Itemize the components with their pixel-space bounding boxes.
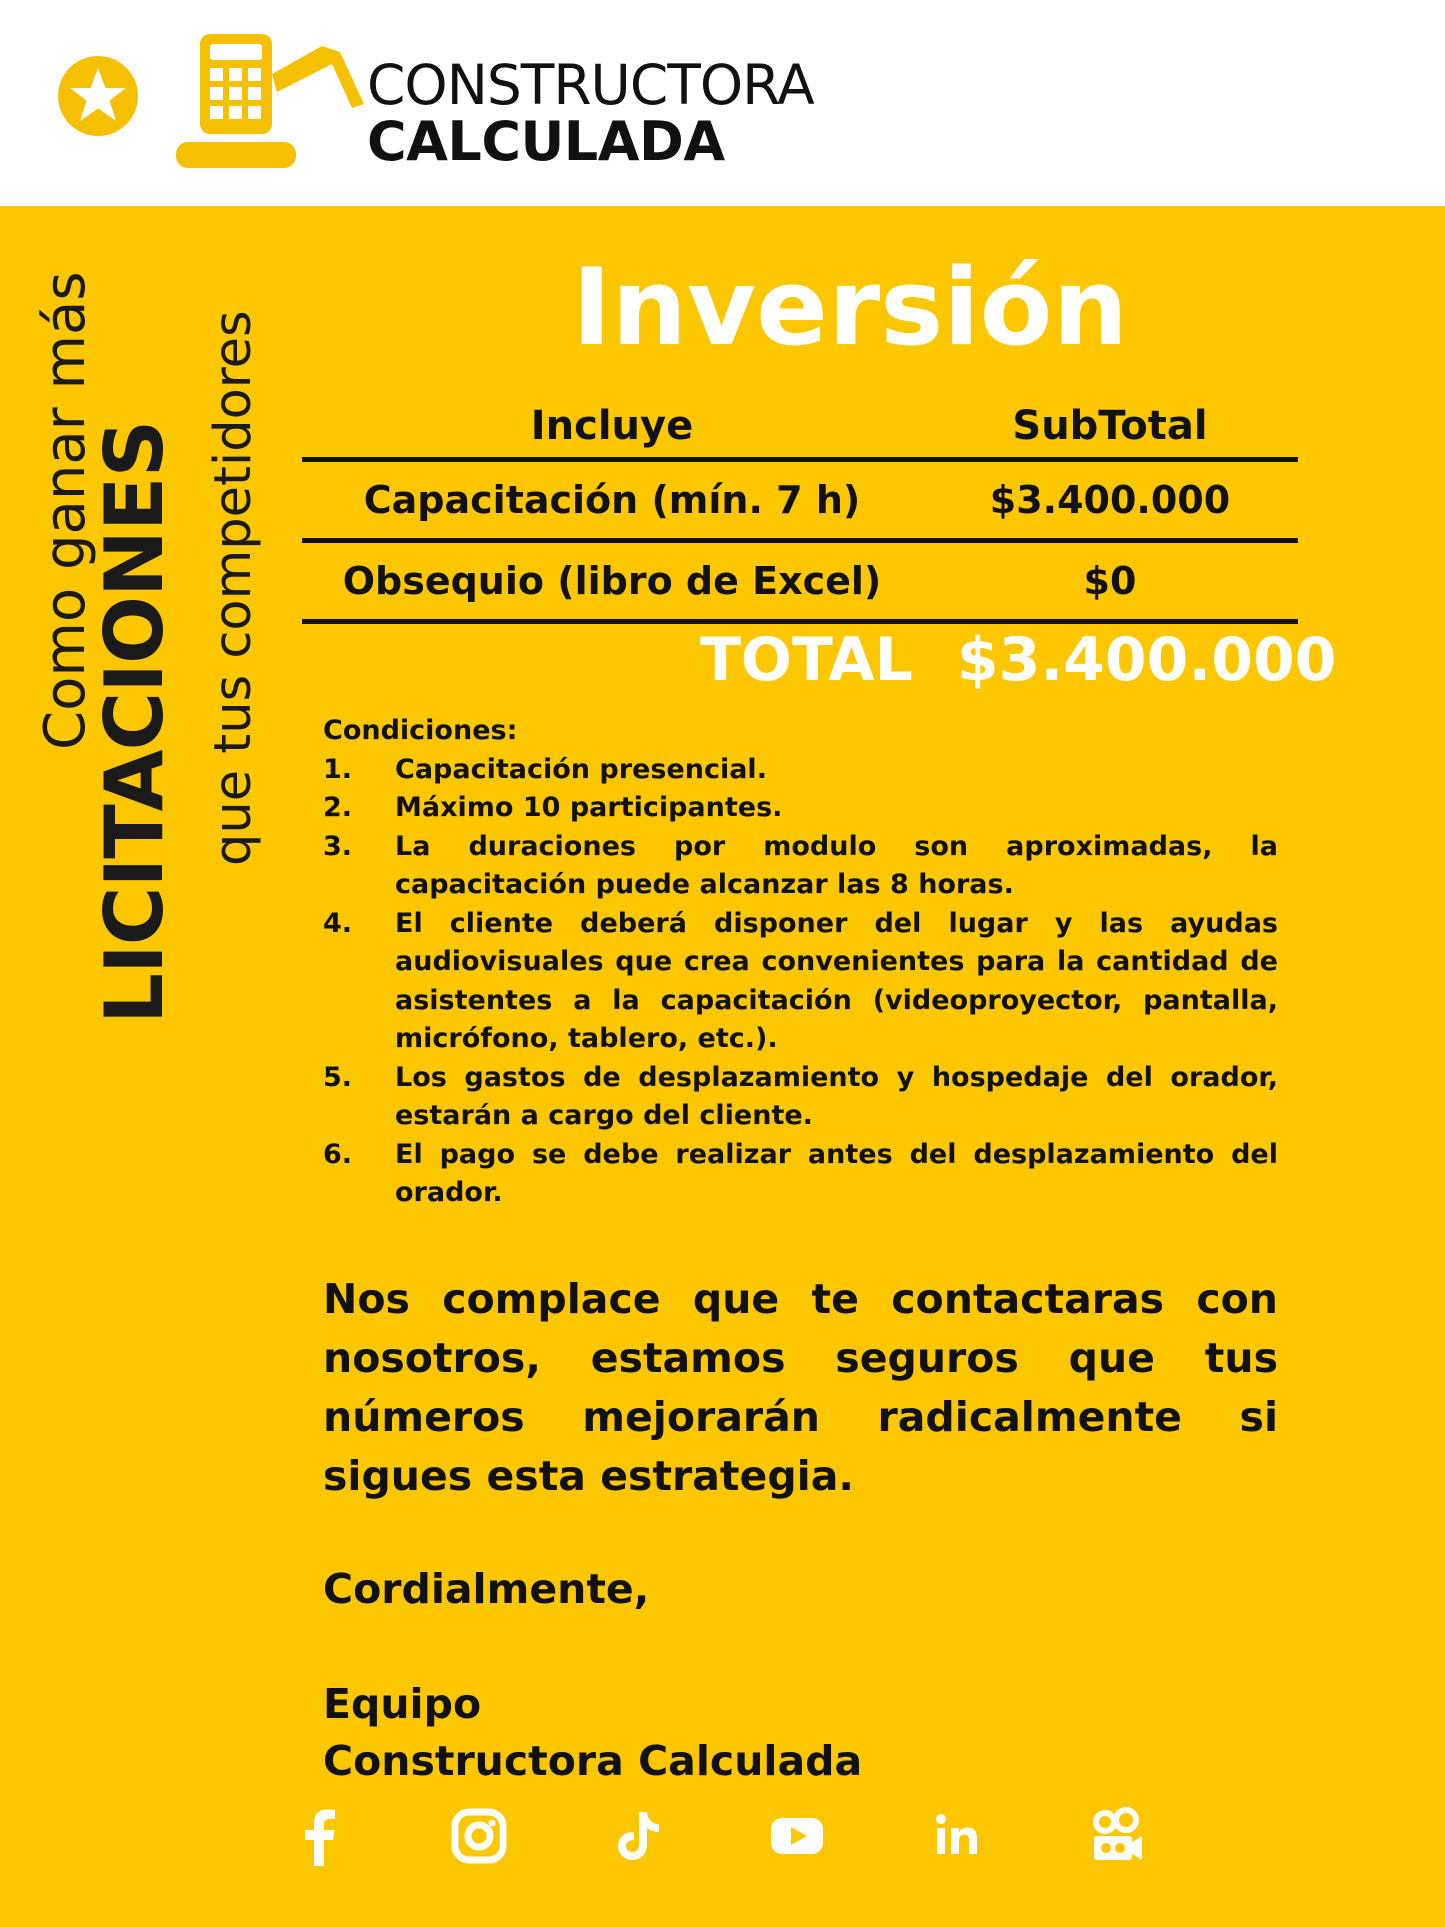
item-text: Los gastos de desplazamiento y hospedaje del orador, estarán a cargo del cliente.	[395, 1061, 1278, 1131]
signature-line1: Equipo	[323, 1680, 482, 1728]
item-text: La duraciones por modulo son aproximadas, la capacitación puede alcanzar las 8 horas.	[395, 830, 1278, 900]
brand-line1: CONSTRUCTORA	[367, 53, 814, 117]
row-subtotal: $3.400.000	[989, 478, 1231, 522]
item-number: 1.	[323, 753, 353, 785]
conditions	[323, 712, 1278, 1213]
instagram-icon[interactable]	[443, 1800, 515, 1872]
item-number: 6.	[323, 1138, 353, 1170]
conditions-list	[323, 751, 1278, 1213]
table-row	[302, 462, 1298, 538]
row-item: Obsequio (libro de Excel)	[342, 559, 882, 603]
facebook-icon[interactable]	[284, 1800, 356, 1872]
signature	[323, 1676, 862, 1790]
header	[0, 0, 1445, 206]
table-divider	[302, 619, 1298, 624]
signature-line2: Constructora Calculada	[323, 1737, 863, 1785]
social-bar	[0, 1800, 1445, 1872]
column-header: Incluye	[530, 403, 694, 449]
tiktok-icon[interactable]	[601, 1800, 673, 1872]
tagline-line1: Como ganar más	[33, 271, 98, 750]
total	[700, 625, 1337, 695]
calculator-excavator-icon	[172, 34, 367, 174]
list-item	[323, 828, 1278, 905]
list-item	[323, 789, 1278, 828]
page-title: Inversión	[572, 246, 1128, 369]
table-header	[302, 395, 1298, 457]
tagline-line3: que tus competidores	[204, 310, 263, 866]
row-subtotal: $0	[1083, 559, 1137, 603]
item-number: 3.	[323, 830, 353, 862]
list-item	[323, 905, 1278, 1059]
total-amount: $3.400.000	[956, 625, 1337, 695]
total-label: TOTAL	[700, 625, 913, 695]
table-row	[302, 543, 1298, 619]
youtube-icon[interactable]	[761, 1800, 833, 1872]
item-number: 4.	[323, 907, 353, 939]
item-number: 2.	[323, 792, 353, 823]
item-text: El pago se debe realizar antes del desplazamiento del orador.	[395, 1138, 1278, 1208]
star-icon	[58, 56, 138, 136]
list-item	[323, 1059, 1278, 1136]
tagline-line2: LICITACIONES	[88, 420, 181, 1024]
brand-line2: CALCULADA	[367, 110, 725, 173]
list-item	[323, 1136, 1278, 1213]
linkedin-icon[interactable]	[920, 1800, 992, 1872]
item-text: El cliente deberá disponer del lugar y las ayudas audiovisuales que crea convenientes para la cantidad de asistentes a la capacitación (videoproyector, pantalla, micrófono, tablero, etc.).	[395, 907, 1278, 1054]
brand	[367, 53, 814, 173]
investment-table	[302, 395, 1298, 624]
item-number: 5.	[323, 1061, 353, 1093]
list-item	[323, 751, 1278, 790]
conditions-heading: Condiciones:	[323, 715, 518, 746]
column-header: SubTotal	[1012, 403, 1208, 449]
item-text: Capacitación presencial.	[395, 753, 767, 785]
closing-message: Nos complace que te contactaras con nosotros, estamos seguros que tus números mejorarán radicalmente si sigues esta estrategia.	[323, 1275, 1278, 1500]
row-item: Capacitación (mín. 7 h)	[363, 478, 861, 522]
closing-salutation: Cordialmente,	[323, 1565, 650, 1613]
video-camera-icon[interactable]	[1081, 1800, 1153, 1872]
item-text: Máximo 10 participantes.	[395, 792, 783, 823]
